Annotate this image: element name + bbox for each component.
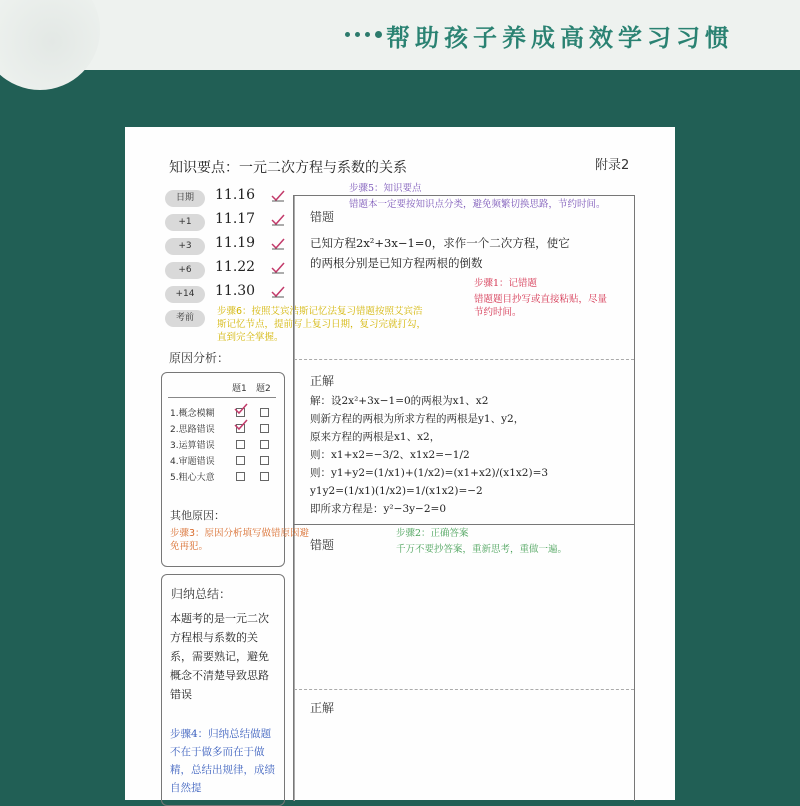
check-mark-icon [271,261,285,275]
cause-analysis-box [161,372,310,567]
appendix-label: 附录2 [595,158,630,173]
other-cause-label: 其他原因： [170,509,225,522]
date-value: 11.30 [215,283,256,299]
knowledge-title: 知识要点：一元二次方程与系数的关系 [169,160,407,176]
cause-item: 2.思路错误 [170,425,215,435]
step2-detail: 千万不要抄答案，重新思考，重做一遍。 [396,544,568,555]
check-mark-icon [271,189,285,203]
summary-box [161,574,285,806]
solution-line: y1y2=(1/x1)(1/x2)=1/(x1x2)=−2 [310,485,483,497]
date-tag: +1 [165,214,205,231]
checkbox-q1[interactable] [236,472,245,481]
date-value: 11.17 [215,211,256,227]
check-mark-icon [234,419,248,431]
cause-item: 1.概念模糊 [170,409,215,419]
solution-line: 即所求方程是：y²−3y−2=0 [310,503,447,515]
error-record-box [293,183,635,801]
correct-answer-label-2: 正解 [310,701,335,715]
step5-title: 步骤5：知识要点 [349,183,422,194]
date-value: 11.16 [215,187,256,203]
dot-decoration [345,31,382,38]
date-tag: +6 [165,262,205,279]
summary-heading: 归纳总结： [171,587,232,601]
date-value: 11.19 [215,235,256,251]
step1-detail: 错题题目抄写或直接粘贴，尽量节约时间。 [474,294,608,318]
date-value: 11.22 [215,259,256,275]
solution-line: 原来方程的两根是x1、x2， [310,431,441,443]
cause-item: 4.审题错误 [170,457,215,467]
problem-line-1: 已知方程2x²+3x−1=0，求作一个二次方程，使它 [310,236,570,250]
problem-line-2: 的两根分别是已知方程两根的倒数 [310,256,483,270]
checkbox-q2[interactable] [260,408,269,417]
summary-text: 本题考的是一元二次方程根与系数的关系，需要熟记，避免概念不清楚导致思路错误 [170,612,269,701]
check-mark-icon [234,403,248,415]
date-tag: 日期 [165,190,205,207]
col-header-2: 题2 [256,384,271,394]
checkbox-q2[interactable] [260,440,269,449]
wrong-question-label-2: 错题 [310,538,335,552]
check-mark-icon [271,285,285,299]
date-tag: +14 [165,286,205,303]
correct-answer-label: 正解 [310,374,335,388]
check-mark-icon [271,213,285,227]
col-header-1: 题1 [232,384,247,394]
solution-line: 则：x1+x2=−3/2、x1x2=−1/2 [310,449,470,461]
solution-line: 则新方程的两根为所求方程的两根是y1、y2， [310,413,525,425]
cause-item: 5.粗心大意 [170,473,215,483]
step2-title: 步骤2：正确答案 [396,528,469,539]
date-tag: +3 [165,238,205,255]
checkbox-q2[interactable] [260,424,269,433]
solution-line: 则：y1+y2=(1/x1)+(1/x2)=(x1+x2)/(x1x2)=3 [310,467,549,479]
cause-heading: 原因分析： [169,351,230,365]
date-tag: 考前 [165,310,205,327]
step3-note: 步骤3：原因分析填写做错原因避免再犯。 [170,528,310,552]
check-mark-icon [271,237,285,251]
worksheet-page [125,127,675,800]
checkbox-q1[interactable] [236,440,245,449]
checkbox-q2[interactable] [260,472,269,481]
banner-tagline: 帮助孩子养成高效学习习惯 [386,24,734,52]
solution-line: 解：设2x²+3x−1=0的两根为x1、x2 [310,395,489,407]
checkbox-q2[interactable] [260,456,269,465]
leaf-decoration [0,0,100,90]
checkbox-q1[interactable] [236,456,245,465]
top-banner [0,0,800,70]
step5-detail: 错题本一定要按知识点分类，避免频繁切换思路，节约时间。 [349,199,606,210]
step4-note: 步骤4：归纳总结做题不在于做多而在于做精，总结出规律，成绩自然提 [170,728,275,794]
cause-item: 3.运算错误 [170,441,215,451]
step1-title: 步骤1：记错题 [474,278,538,289]
wrong-question-label: 错题 [310,210,335,224]
step6-note: 步骤6：按照艾宾浩斯记忆法复习错题按照艾宾浩斯记忆节点，提前写上复习日期，复习完就打勾，直到完全掌握。 [217,306,427,343]
